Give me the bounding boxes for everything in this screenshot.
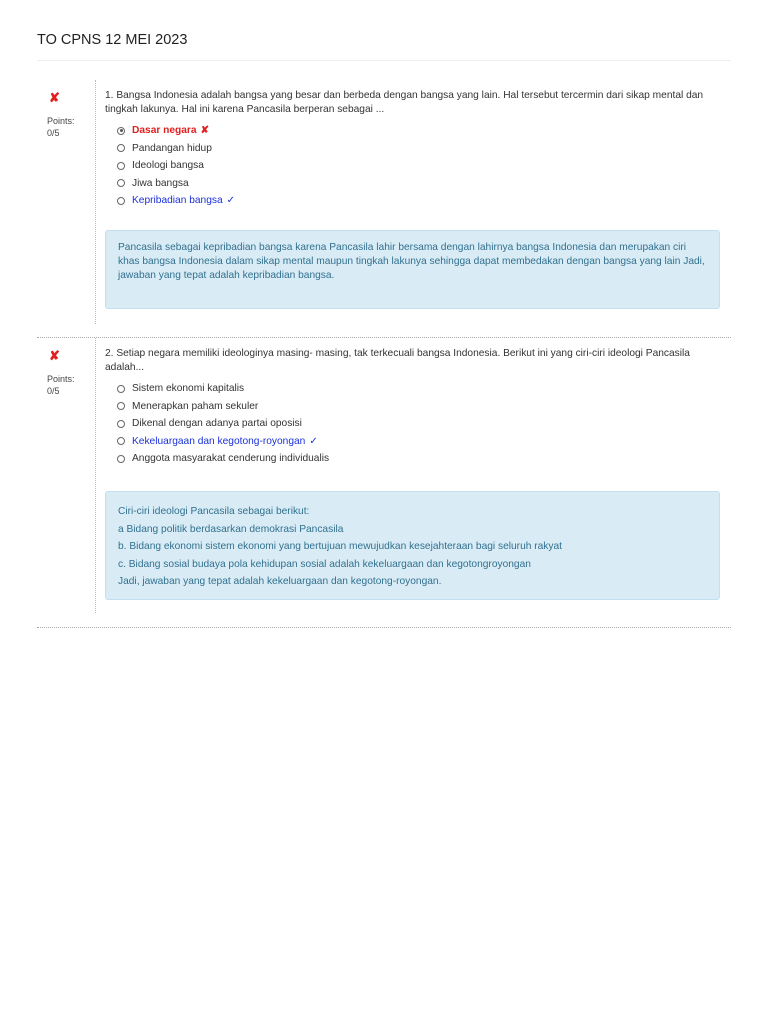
question-text: 1. Bangsa Indonesia adalah bangsa yang besar dan berbeda dengan bangsa yang lain. Hal tersebut tercermin dari sikap mental dan tingkah lakunya. Hal ini karena Pancasila berperan sebagai ... — [105, 90, 704, 115]
radio-checked-icon[interactable] — [117, 127, 125, 135]
option-paham-sekuler[interactable] — [117, 398, 723, 416]
option-label: Kepribadian bangsa — [132, 195, 223, 206]
radio-icon[interactable] — [117, 385, 125, 393]
option-label: Sistem ekonomi kapitalis — [132, 383, 245, 394]
points-label: Points: — [47, 116, 75, 126]
answer-options — [117, 122, 723, 210]
radio-icon[interactable] — [117, 402, 125, 410]
option-partai-oposisi[interactable] — [117, 415, 723, 433]
question-2 — [37, 338, 731, 613]
explanation-text: Pancasila sebagai kepribadian bangsa karena Pancasila lahir bersama dengan lahirnya bangsa Indonesia dan merupakan ciri khas bangsa Indonesia dalam sikap mental maupun tingkah lakunya sehingga dapat membedakan dengan bangsa yang lain Jadi, jawaban yang tepat adalah kepribadian bangsa. — [118, 242, 705, 281]
correct-check-icon: ✓ — [226, 195, 236, 206]
option-individualis[interactable] — [117, 450, 723, 468]
option-label: Ideologi bangsa — [132, 160, 204, 171]
option-sistem-ekonomi-kapitalis[interactable] — [117, 380, 723, 398]
question-divider — [37, 627, 731, 628]
option-label: Kekeluargaan dan kegotong-royongan — [132, 435, 306, 447]
wrong-cross-icon: ✘ — [200, 125, 210, 136]
explanation-box — [105, 491, 720, 600]
question-1-sidebar — [37, 80, 96, 324]
title-divider — [37, 60, 731, 61]
option-label: Anggota masyarakat cenderung individualis — [132, 453, 330, 464]
radio-icon[interactable] — [117, 179, 125, 187]
option-label: Menerapkan paham sekuler — [132, 400, 259, 412]
explanation-line: a Bidang politik berdasarkan demokrasi Pancasila — [118, 523, 344, 535]
option-label: Jiwa bangsa — [132, 177, 189, 189]
radio-icon[interactable] — [117, 437, 125, 445]
option-ideologi-bangsa[interactable] — [117, 157, 723, 175]
points-value: 0/5 — [47, 386, 60, 396]
incorrect-cross-icon: ✘ — [49, 348, 60, 363]
option-label: Dasar negara — [132, 125, 197, 136]
option-label: Pandangan hidup — [132, 142, 212, 154]
page-title: TO CPNS 12 MEI 2023 — [37, 32, 188, 48]
option-kekeluargaan[interactable] — [117, 433, 723, 451]
points-label: Points: — [47, 374, 75, 384]
explanation-line: Ciri-ciri ideologi Pancasila sebagai berikut: — [118, 506, 310, 517]
option-label: Dikenal dengan adanya partai oposisi — [132, 418, 302, 429]
option-pandangan-hidup[interactable] — [117, 140, 723, 158]
radio-icon[interactable] — [117, 144, 125, 152]
points-value: 0/5 — [47, 128, 60, 138]
explanation-line: Jadi, jawaban yang tepat adalah kekeluargaan dan kegotong-royongan. — [118, 576, 442, 587]
question-1-body — [105, 89, 723, 281]
explanation-line: b. Bidang ekonomi sistem ekonomi yang bertujuan mewujudkan kesejahteraan bagi seluruh rakyat — [118, 541, 562, 552]
question-text: 2. Setiap negara memiliki ideologinya masing- masing, tak terkecuali bangsa Indonesia. Berikut ini yang ciri-ciri ideologi Pancasila adalah... — [105, 348, 690, 373]
option-jiwa-bangsa[interactable] — [117, 175, 723, 193]
answer-options — [117, 380, 723, 468]
radio-icon[interactable] — [117, 455, 125, 463]
explanation-line: c. Bidang sosial budaya pola kehidupan sosial adalah kekeluargaan dan kegotongroyongan — [118, 558, 531, 570]
incorrect-cross-icon: ✘ — [49, 90, 60, 105]
option-dasar-negara[interactable] — [117, 122, 723, 140]
radio-icon[interactable] — [117, 162, 125, 170]
explanation-box — [105, 230, 720, 309]
radio-icon[interactable] — [117, 420, 125, 428]
radio-icon[interactable] — [117, 197, 125, 205]
question-1 — [37, 80, 731, 324]
question-2-sidebar — [37, 338, 96, 613]
option-kepribadian-bangsa[interactable] — [117, 192, 723, 210]
correct-check-icon: ✓ — [309, 435, 318, 447]
question-2-body — [105, 347, 723, 587]
